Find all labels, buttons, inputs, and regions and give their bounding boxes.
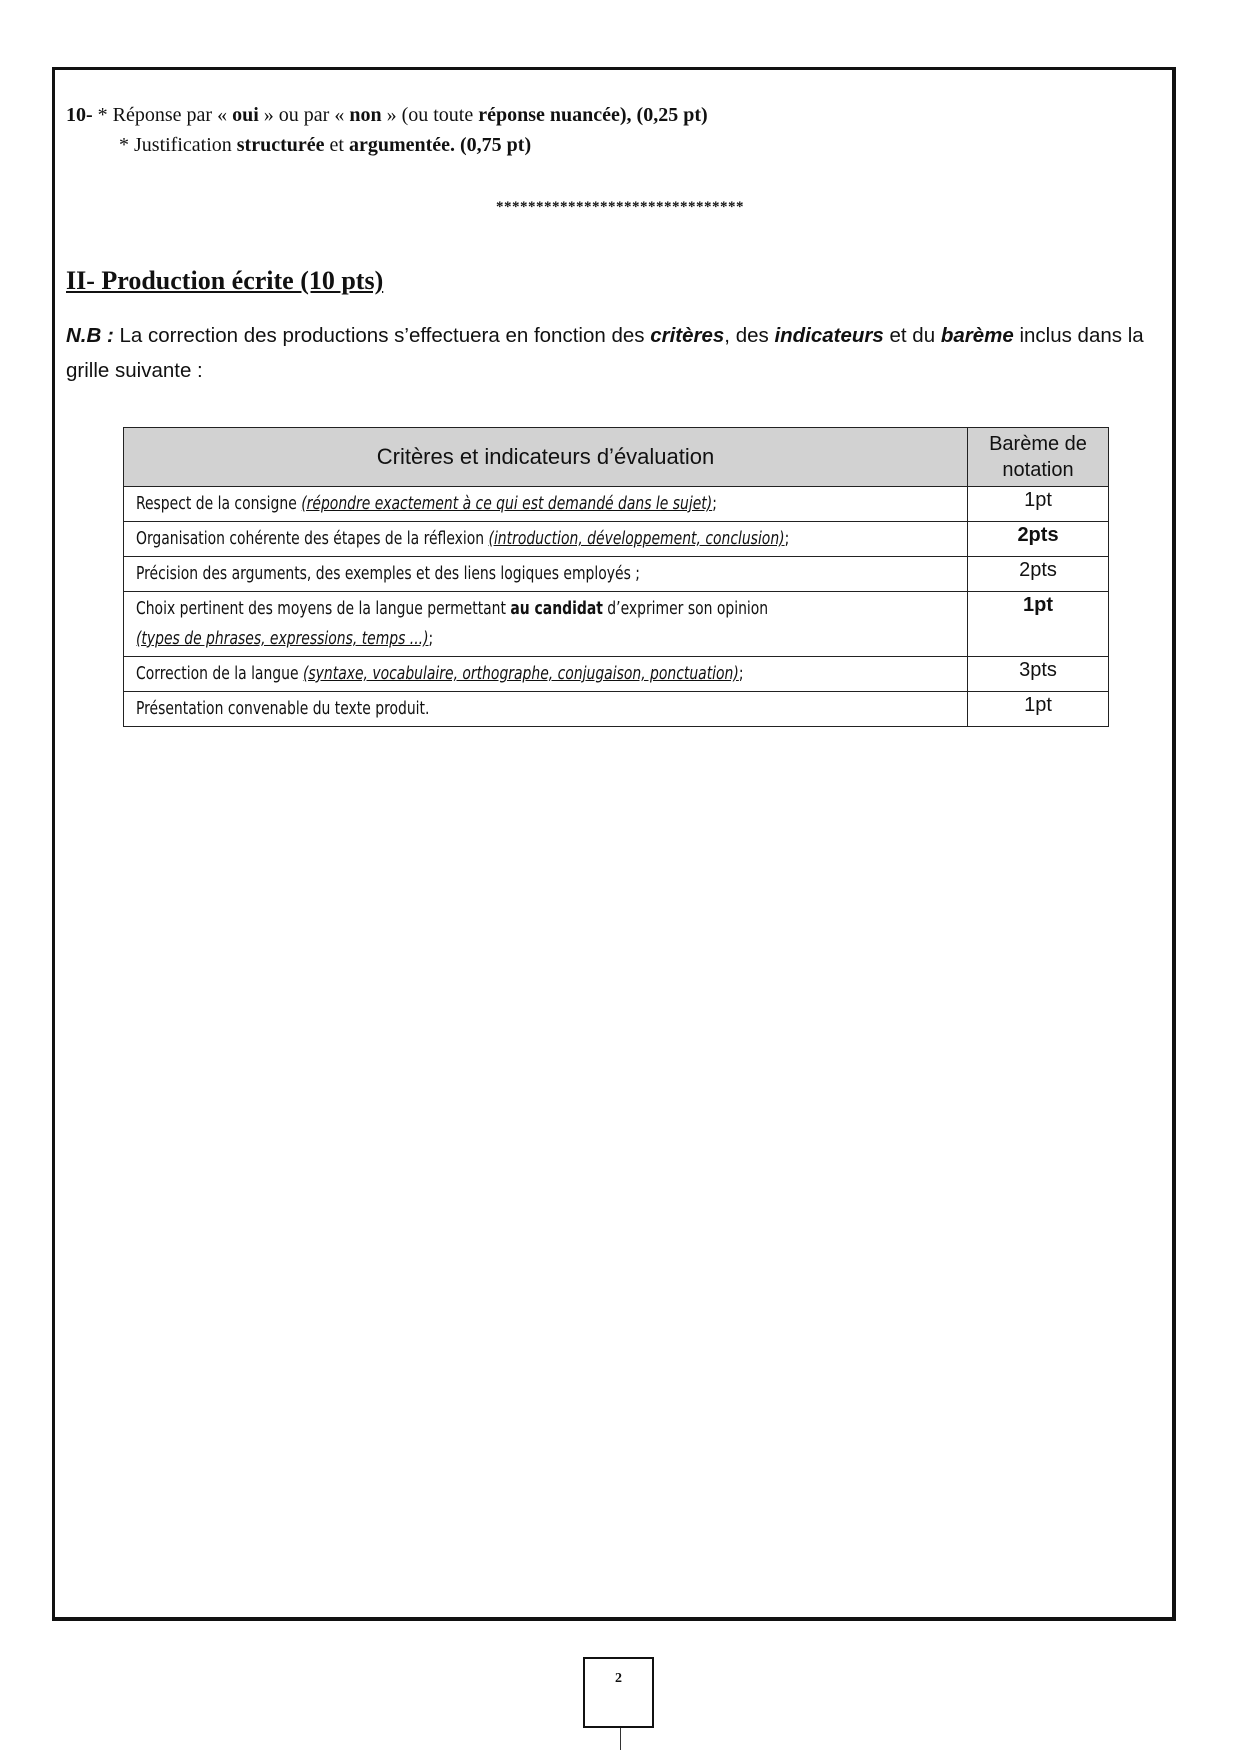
points-cell: 1pt	[968, 592, 1109, 657]
text-run: » (ou toute	[381, 104, 479, 126]
section-title: II- Production écrite (10 pts)	[66, 266, 384, 295]
text-run: et	[324, 134, 349, 156]
grid-body	[124, 487, 1109, 727]
criteria-text: Respect de la consigne	[136, 493, 302, 514]
criteria-text: Organisation cohérente des étapes de la réflexion	[136, 528, 489, 549]
grid-row	[124, 522, 1109, 557]
grid-row	[124, 592, 1109, 657]
points-cell: 1pt	[968, 487, 1109, 522]
criteria-line	[136, 659, 744, 689]
points-cell: 3pts	[968, 657, 1109, 692]
grid-row	[124, 692, 1109, 727]
criteria-cell	[124, 557, 968, 592]
criteria-line	[136, 624, 433, 654]
text-run: N.B :	[66, 324, 114, 347]
criteria-cell	[124, 522, 968, 557]
points-cell: 2pts	[968, 557, 1109, 592]
nb-note	[66, 318, 1174, 388]
criteria-example: (types de phrases, expressions, temps ...)	[136, 628, 429, 649]
text-run: argumentée. (0,75 pt)	[348, 134, 532, 156]
grid-row	[124, 657, 1109, 692]
text-run: oui	[232, 104, 259, 126]
page-number: 2	[583, 1657, 654, 1728]
criteria-text: ;	[712, 493, 717, 514]
text-run: structurée	[236, 134, 325, 156]
criteria-example: (syntaxe, vocabulaire, orthographe, conjugaison, ponctuation)	[302, 663, 739, 684]
question-10-line-1-text	[98, 104, 708, 126]
question-10-line-1	[66, 100, 708, 130]
text-run: et du	[883, 324, 941, 347]
criteria-text: d’exprimer son opinion	[602, 598, 769, 619]
grid-header-row	[124, 428, 1109, 487]
text-run: barème	[940, 324, 1014, 347]
criteria-text: ;	[738, 663, 744, 684]
text-run: critères	[650, 324, 725, 347]
criteria-cell	[124, 487, 968, 522]
criteria-line	[136, 524, 789, 554]
criteria-line	[136, 594, 768, 624]
page-number-tick	[620, 1728, 621, 1750]
grid-row	[124, 487, 1109, 522]
grid-row	[124, 557, 1109, 592]
criteria-example: (introduction, développement, conclusion)	[488, 528, 785, 549]
question-10	[66, 100, 708, 160]
question-number: 10-	[66, 104, 93, 126]
criteria-cell	[124, 592, 968, 657]
criteria-cell	[124, 657, 968, 692]
criteria-cell	[124, 692, 968, 727]
text-run: réponse nuancée), (0,25 pt)	[478, 104, 708, 126]
criteria-text: Présentation convenable du texte produit.	[136, 698, 430, 719]
question-10-line-2	[66, 130, 708, 160]
text-run: non	[349, 104, 382, 126]
criteria-example: (répondre exactement à ce qui est demandé dans le sujet)	[301, 493, 713, 514]
criteria-line	[136, 559, 640, 589]
page-frame	[52, 67, 1176, 1621]
criteria-text: Choix pertinent des moyens de la langue permettant	[136, 598, 511, 619]
points-cell: 1pt	[968, 692, 1109, 727]
text-run: La correction des productions s’effectuera en fonction des	[113, 324, 651, 347]
evaluation-grid	[123, 427, 1109, 727]
criteria-line	[136, 694, 429, 724]
criteria-text: au candidat	[510, 598, 603, 619]
header-bareme: Barème de notation	[968, 428, 1109, 487]
text-run: indicateurs	[774, 324, 884, 347]
text-run: * Justification	[119, 134, 237, 156]
text-run: , des	[724, 324, 775, 347]
criteria-line	[136, 489, 717, 519]
criteria-text: ;	[784, 528, 790, 549]
separator: *******************************	[496, 199, 744, 215]
criteria-text: ;	[428, 628, 434, 649]
criteria-text: Correction de la langue	[136, 663, 303, 684]
header-criteria: Critères et indicateurs d’évaluation	[124, 428, 968, 487]
text-run: » ou par «	[258, 104, 350, 126]
criteria-text: Précision des arguments, des exemples et des liens logiques employés ;	[136, 563, 640, 584]
text-run: * Réponse par «	[97, 104, 233, 126]
points-cell: 2pts	[968, 522, 1109, 557]
text-run: inclus dans la grille suivante :	[66, 324, 1144, 382]
